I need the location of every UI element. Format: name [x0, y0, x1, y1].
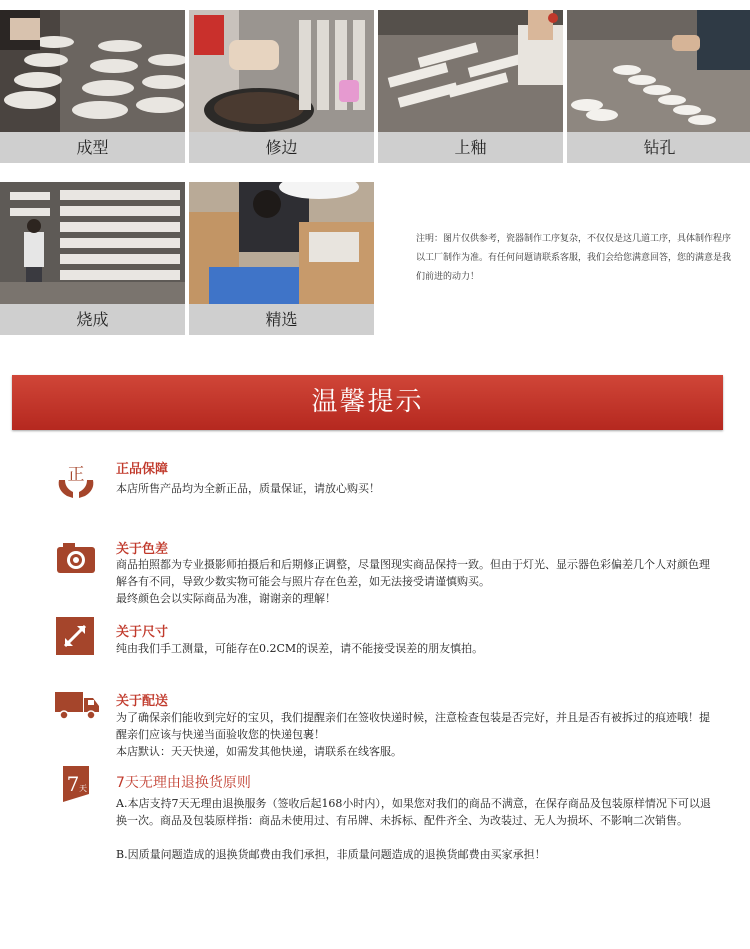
section-body-delivery [116, 709, 716, 760]
selection-photo [189, 182, 374, 304]
section-line: 商品拍照都为专业摄影师拍摄后和后期修正调整，尽量图现实商品保持一致。但由于灯光、显示器色彩偏差几个人对颜色理解各有不同，导致少数实物可能会与照片存在色差，如无法接受请谨慎购买。 [116, 558, 710, 588]
section-body-color [116, 556, 716, 607]
section-line: A.本店支持7天无理由退换服务（签收后起168小时内），如果您对我们的商品不满意，在保存商品及包装原样情况下可以退换一次。商品及包装原样指：商品未使用过、有吊牌、未拆标、配件齐全、为改装过、无人为损坏、不影响二次销售。 [116, 797, 711, 827]
firing-photo [0, 182, 185, 304]
section-title-return: 7天无理由退换货原则 [116, 775, 251, 791]
section-line: B.因质量问题造成的退换货邮费由我们承担，非质量问题造成的退换货邮费由买家承担！ [116, 848, 546, 861]
seven-icon-day: 天 [79, 784, 87, 793]
section-line: 最终颜色会以实际商品为准，谢谢亲的理解！ [116, 592, 336, 605]
section-title-genuine: 正品保障 [116, 462, 169, 477]
banner-title: 温馨提示 [311, 387, 424, 417]
truck-icon [55, 686, 101, 728]
process-step-firing [0, 182, 185, 335]
warm-tips-banner [12, 375, 723, 430]
section-title-delivery: 关于配送 [116, 694, 169, 709]
section-line: 本店所售产品均为全新正品，质量保证，请放心购买！ [116, 482, 380, 495]
process-note: 注明：图片仅供参考，瓷器制作工序复杂，不仅仅是这几道工序，具体制作程序以工厂制作为准。有任何问题请联系客服，我们会给您满意回答，您的满意是我们前进的动力！ [416, 234, 732, 282]
section-line [116, 829, 716, 846]
genuine-icon-text: 正 [67, 465, 85, 485]
glazing-photo [378, 10, 563, 132]
step-label: 修边 [189, 132, 374, 163]
trimming-photo [189, 10, 374, 132]
drilling-photo [567, 10, 750, 132]
section-line: 纯由我们手工测量，可能存在0.2CM的误差，请不能接受误差的朋友慎拍。 [116, 642, 484, 655]
section-body-return [116, 795, 716, 863]
process-step-drilling [567, 10, 750, 163]
step-label: 钻孔 [567, 132, 750, 163]
section-body-size [116, 640, 716, 657]
section-line: 本店默认：天天快递，如需发其他快递，请联系在线客服。 [116, 745, 402, 758]
camera-icon [55, 537, 97, 579]
section-title-color: 关于色差 [116, 542, 169, 557]
process-step-forming [0, 10, 185, 163]
step-label: 精选 [189, 304, 374, 335]
section-line: 为了确保亲们能收到完好的宝贝，我们提醒亲们在签收快递时候，注意检查包装是否完好，并且是否有被拆过的痕迹哦！提醒亲们应该与快递当面验收您的快递包裹！ [116, 711, 710, 741]
step-label: 上釉 [378, 132, 563, 163]
step-label: 烧成 [0, 304, 185, 335]
process-step-trimming [189, 10, 374, 163]
seven-days-icon [55, 764, 97, 806]
step-label: 成型 [0, 132, 185, 163]
forming-photo [0, 10, 185, 132]
hands-genuine-icon [55, 458, 97, 500]
process-step-glazing [378, 10, 563, 163]
seven-icon-number: 7 [66, 772, 80, 796]
section-body-genuine [116, 480, 716, 497]
section-title-size: 关于尺寸 [116, 625, 169, 640]
process-step-selection [189, 182, 374, 335]
resize-arrow-icon [55, 616, 97, 658]
